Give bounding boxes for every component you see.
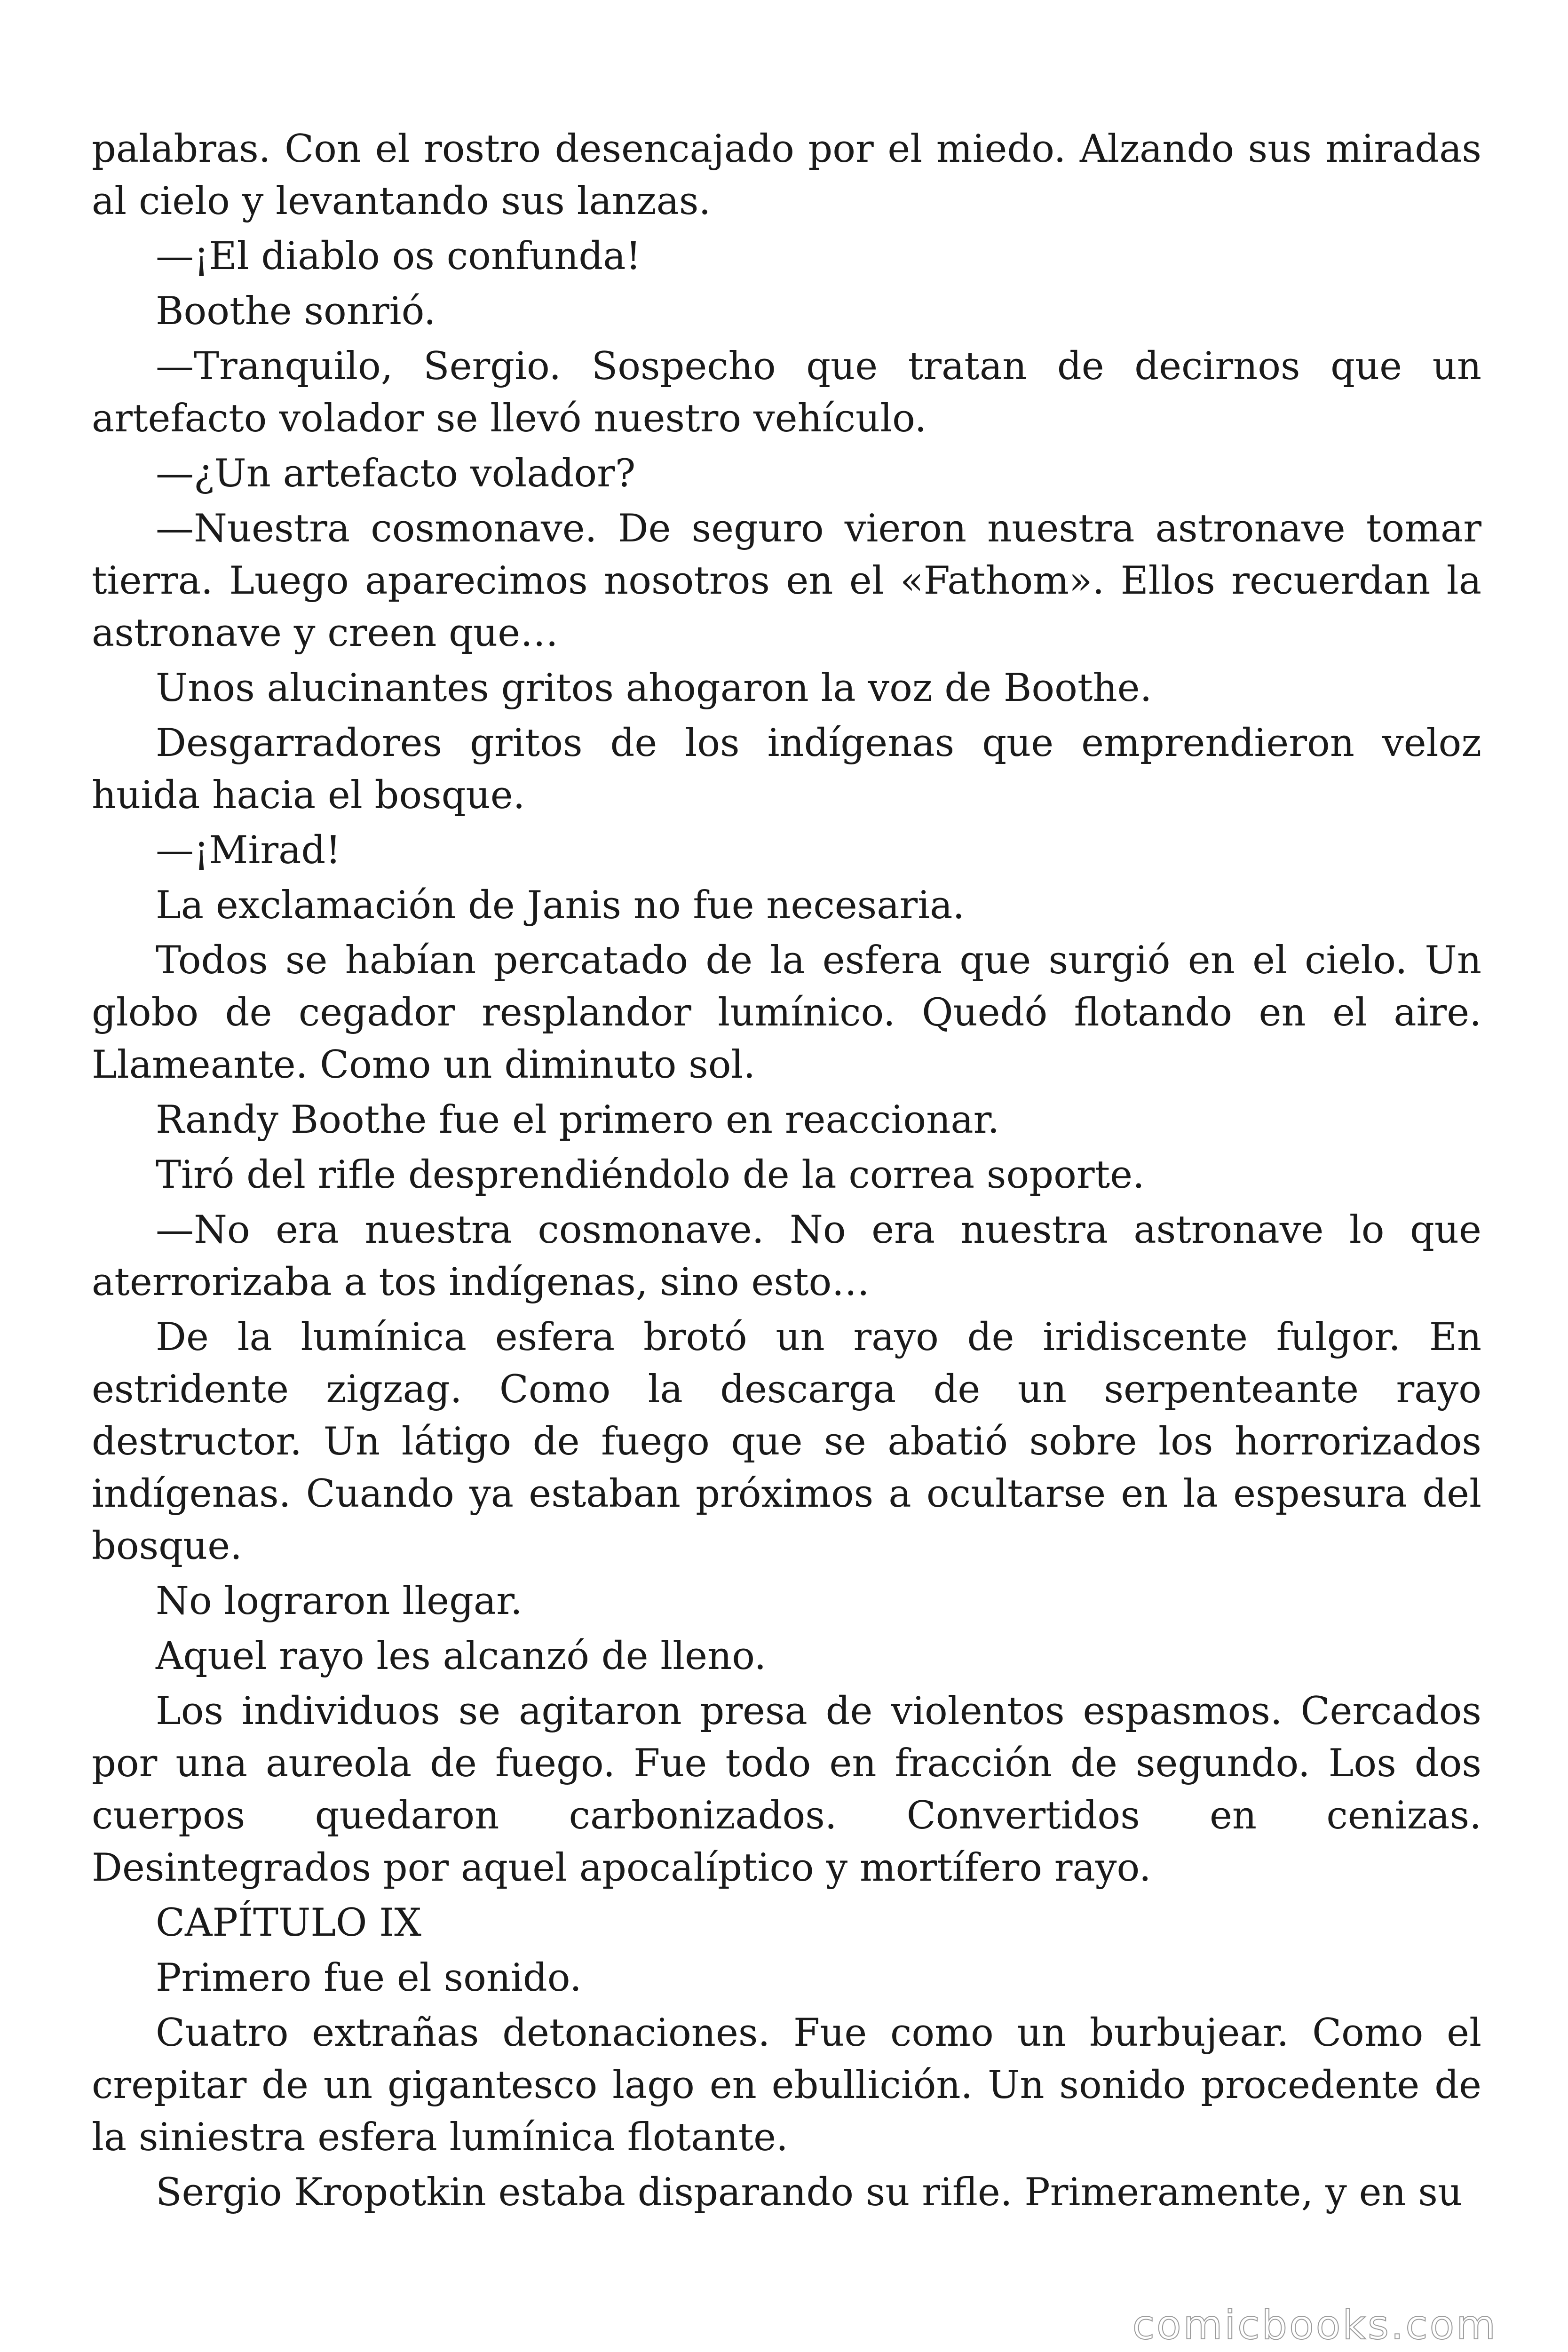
paragraph: La exclamación de Janis no fue necesaria. bbox=[156, 883, 965, 928]
paragraph: —Nuestra cosmonave. De seguro vieron nuestra astronave tomar tierra. Luego aparecimos nosotros en el «Fathom». Ellos recuerdan la astronave y creen que… bbox=[92, 507, 1481, 655]
page-body bbox=[92, 123, 1481, 2222]
paragraph: Aquel rayo les alcanzó de lleno. bbox=[156, 1634, 767, 1678]
paragraph: Desgarradores gritos de los indígenas que emprendieron veloz huida hacia el bosque. bbox=[92, 721, 1481, 818]
paragraph: Los individuos se agitaron presa de violentos espasmos. Cercados por una aureola de fuego. Fue todo en fracción de segundo. Los dos cuerpos quedaron carbonizados. Convertidos en cenizas. Desintegrados por aquel apocalíptico y mortífero rayo. bbox=[92, 1689, 1481, 1890]
paragraph: Primero fue el sonido. bbox=[156, 1956, 582, 2000]
paragraph: Boothe sonrió. bbox=[156, 289, 436, 334]
paragraph: —¡Mirad! bbox=[156, 828, 341, 873]
paragraph: —No era nuestra cosmonave. No era nuestra astronave lo que aterrorizaba a tos indígenas, sino esto… bbox=[92, 1208, 1481, 1304]
paragraph: —¡El diablo os confunda! bbox=[156, 234, 641, 278]
paragraph: Cuatro extrañas detonaciones. Fue como un burbujear. Como el crepitar de un gigantesco lago en ebullición. Un sonido procedente de la siniestra esfera lumínica flotante. bbox=[92, 2011, 1481, 2160]
paragraph: Unos alucinantes gritos ahogaron la voz de Boothe. bbox=[156, 666, 1152, 710]
paragraph: palabras. Con el rostro desencajado por el miedo. Alzando sus miradas al cielo y levantando sus lanzas. bbox=[92, 127, 1481, 223]
paragraph: —Tranquilo, Sergio. Sospecho que tratan de decirnos que un artefacto volador se llevó nuestro vehículo. bbox=[92, 344, 1481, 441]
paragraph: De la lumínica esfera brotó un rayo de iridiscente fulgor. En estridente zigzag. Como la descarga de un serpenteante rayo destructor. Un látigo de fuego que se abatió sobre los horrorizados indígenas. Cuando ya estaban próximos a ocultarse en la espesura del bosque. bbox=[92, 1315, 1481, 1568]
paragraph: Tiró del rifle desprendiéndolo de la correa soporte. bbox=[156, 1153, 1145, 1197]
paragraph: Randy Boothe fue el primero en reaccionar. bbox=[156, 1098, 1000, 1142]
watermark: comicbooks.com bbox=[1132, 2302, 1497, 2349]
paragraph: No lograron llegar. bbox=[156, 1579, 523, 1623]
paragraph: Sergio Kropotkin estaba disparando su rifle. Primeramente, y en su bbox=[156, 2170, 1463, 2215]
paragraph: —¿Un artefacto volador? bbox=[156, 452, 636, 496]
chapter-heading: CAPÍTULO IX bbox=[156, 1901, 421, 1945]
paragraph: Todos se habían percatado de la esfera que surgió en el cielo. Un globo de cegador resplandor lumínico. Quedó flotando en el aire. Llameante. Como un diminuto sol. bbox=[92, 938, 1481, 1087]
